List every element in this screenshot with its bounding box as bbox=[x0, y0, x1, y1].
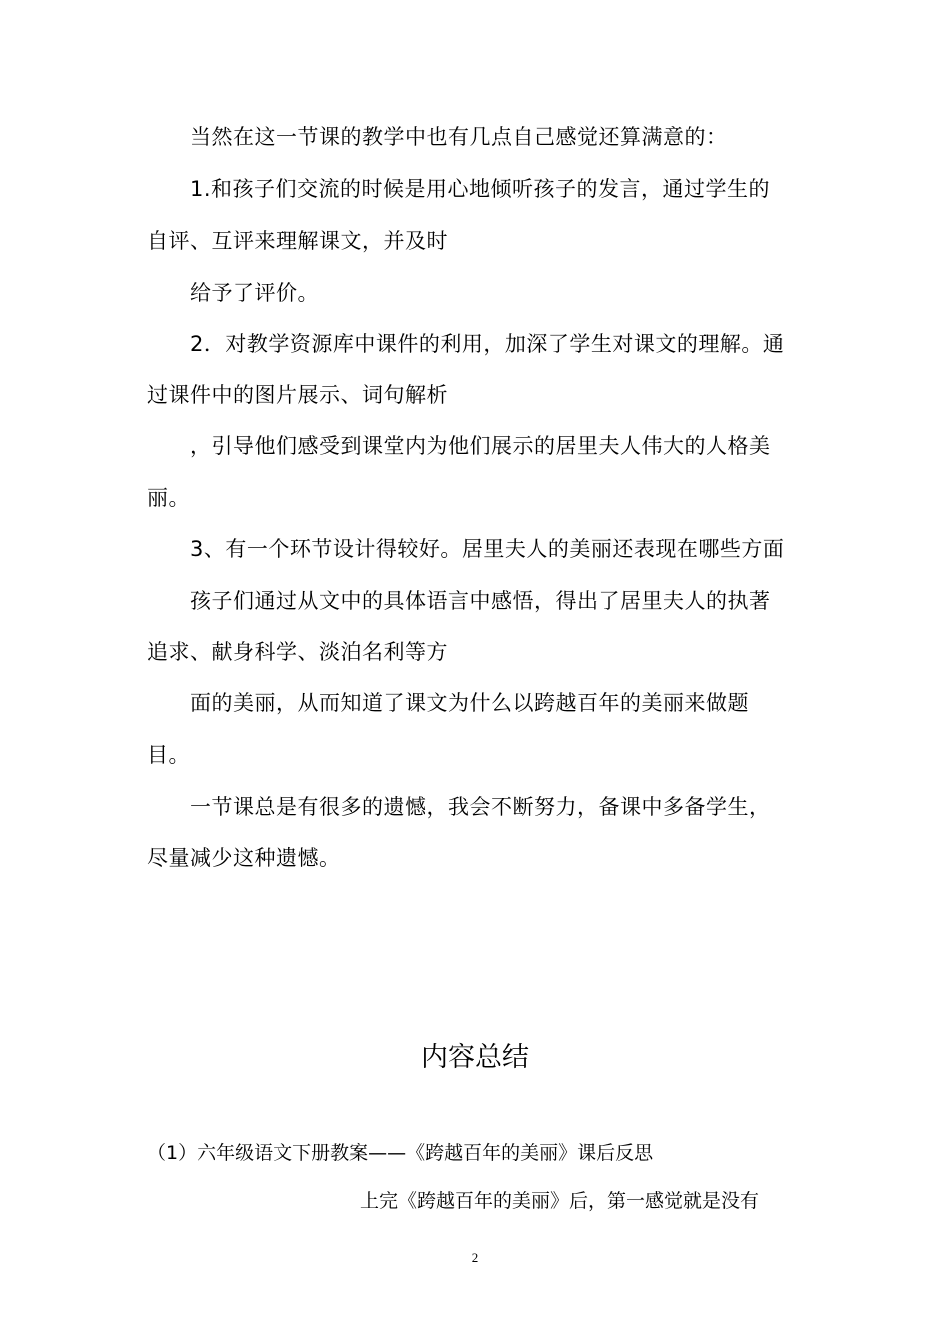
paragraph-line: 面的美丽，从而知道了课文为什么以跨越百年的美丽来做题 bbox=[190, 691, 749, 715]
summary-item: （1）六年级语文下册教案——《跨越百年的美丽》课后反思 bbox=[147, 1142, 654, 1164]
paragraph-line: 丽。 bbox=[147, 486, 190, 510]
paragraph-line: 自评、互评来理解课文，并及时 bbox=[147, 229, 448, 253]
paragraph-line: 过课件中的图片展示、词句解析 bbox=[147, 383, 448, 407]
paragraph-line: 目。 bbox=[147, 743, 190, 767]
paragraph-line: 2．对教学资源库中课件的利用，加深了学生对课文的理解。通 bbox=[190, 332, 785, 356]
paragraph-line: 一节课总是有很多的遗憾，我会不断努力，备课中多备学生， bbox=[190, 795, 771, 819]
paragraph-line: 尽量减少这种遗憾。 bbox=[147, 846, 341, 870]
paragraph-line: 1.和孩子们交流的时候是用心地倾听孩子的发言，通过学生的 bbox=[190, 177, 771, 201]
summary-item-continued: 上完《跨越百年的美丽》后，第一感觉就是没有 bbox=[360, 1190, 760, 1212]
paragraph-line: 当然在这一节课的教学中也有几点自己感觉还算满意的： bbox=[190, 125, 728, 149]
paragraph-line: ，引导他们感受到课堂内为他们展示的居里夫人伟大的人格美 bbox=[190, 434, 771, 458]
paragraph-line: 孩子们通过从文中的具体语言中感悟，得出了居里夫人的执著 bbox=[190, 589, 771, 613]
page-number: 2 bbox=[471, 1250, 479, 1265]
summary-heading: 内容总结 bbox=[421, 1042, 529, 1073]
paragraph-line: 3、有一个环节设计得较好。居里夫人的美丽还表现在哪些方面 bbox=[190, 537, 785, 561]
paragraph-line: 追求、献身科学、淡泊名利等方 bbox=[147, 640, 448, 664]
paragraph-line: 给予了评价。 bbox=[190, 281, 319, 305]
